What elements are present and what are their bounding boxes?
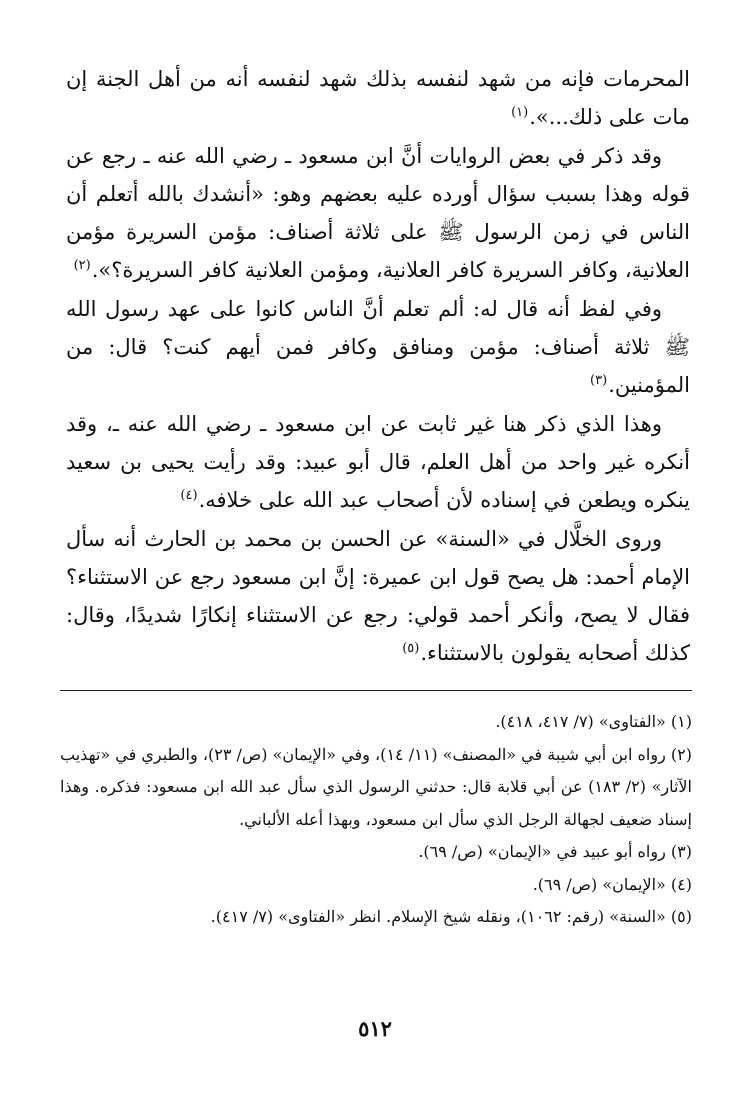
paragraph-text: وقد ذكر في بعض الروايات أنَّ ابن مسعود ـ رضي الله عنه ـ رجع عن قوله وهذا بسبب سؤال أورده عليه بعضهم وهو: «أنشدك بالله أتعلم أن الناس في زمن الرسول ﷺ على ثلاثة أصناف: مؤمن السريرة مؤمن العلانية، وكافر السريرة كافر العلانية، ومؤمن العلانية كافر السريرة؟». — [66, 143, 690, 283]
paragraph-text: وروى الخلَّال في «السنة» عن الحسن بن محمد بن الحارث أنه سأل الإمام أحمد: هل يصح قول ابن عميرة: إنَّ ابن مسعود رجع عن الاستثناء؟ فقال لا يصح، وأنكر أحمد قولي: رجع عن الاستثناء إنكارًا شديدًا، وقال: كذلك أصحابه يقولون بالاستثناء. — [66, 526, 690, 666]
footnote: (٣) رواه أبو عبيد في «الإيمان» (ص/ ٦٩). — [418, 842, 692, 861]
footnote-divider — [60, 690, 692, 691]
footnote-ref: (٥) — [402, 641, 420, 657]
page-number: ٥١٢ — [358, 1016, 392, 1041]
footnote-ref: (١) — [511, 105, 529, 121]
footnotes — [60, 706, 692, 934]
footnote-ref: (٢) — [73, 258, 91, 274]
footnote: (٥) «السنة» (رقم: ١٠٦٢)، ونقله شيخ الإسلام. انظر «الفتاوى» (٧/ ٤١٧). — [210, 907, 692, 926]
paragraph-text: وهذا الذي ذكر هنا غير ثابت عن ابن مسعود ـ رضي الله عنه ـ، وقد أنكره غير واحد من أهل العلم، قال أبو عبيد: وقد رأيت يحيى بن سعيد ينكره ويطعن في إسناده لأن أصحاب عبد الله على خلافه. — [66, 411, 690, 513]
footnote: (١) «الفتاوى» (٧/ ٤١٧، ٤١٨). — [495, 712, 692, 731]
footnote-ref: (٣) — [590, 373, 608, 389]
paragraph — [66, 137, 690, 290]
paragraph — [66, 520, 690, 673]
paragraph — [66, 405, 690, 520]
paragraph-text: المحرمات فإنه من شهد لنفسه بذلك شهد لنفسه أنه من أهل الجنة إن مات على ذلك...». — [66, 67, 690, 130]
main-text — [66, 60, 690, 673]
paragraph — [66, 290, 690, 405]
footnote-ref: (٤) — [180, 488, 198, 504]
footnote: (٤) «الإيمان» (ص/ ٦٩). — [532, 874, 692, 894]
paragraph-text: وفي لفظ أنه قال له: ألم تعلم أنَّ الناس كانوا على عهد رسول الله ﷺ ثلاثة أصناف: مؤمن ومنافق وكافر فمن أيهم كنت؟ قال: من المؤمنين. — [66, 296, 690, 398]
paragraph — [66, 60, 690, 137]
footnote: (٢) رواه ابن أبي شيبة في «المصنف» (١١/ ١٤)، وفي «الإيمان» (ص/ ٢٣)، والطبري في «تهذيب الآثار» (٢/ ١٨٣) عن أبي قلابة قال: حدثني الرسول الذي سأل عبد الله ابن مسعود: فذكره. وهذا إسناد ضعيف لجهالة الرجل الذي سأل ابن مسعود، وبهذا أعله الألباني. — [60, 744, 693, 829]
